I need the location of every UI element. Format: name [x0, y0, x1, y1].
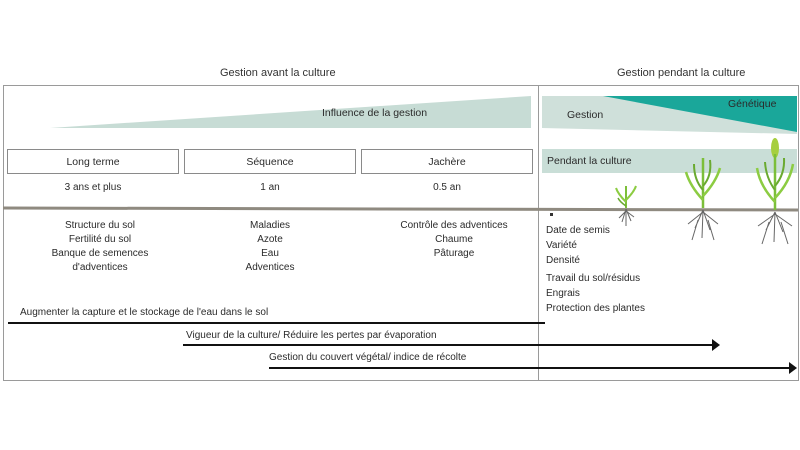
- factor-item: Fertilité du sol: [68, 234, 132, 245]
- duration-fallow: 0.5 an: [433, 182, 461, 193]
- factor-item: Date de semis: [546, 225, 610, 236]
- factor-item: Maladies: [249, 220, 291, 231]
- factor-item: Structure du sol: [64, 220, 136, 231]
- factor-item: Chaume: [435, 234, 473, 245]
- arrow-vigor-head: [712, 339, 720, 351]
- period-long-term-label: Long terme: [66, 155, 120, 168]
- factor-item: Travail du sol/résidus: [546, 273, 641, 284]
- factor-item: Adventices: [245, 262, 295, 273]
- management-influence-label: Influence de la gestion: [322, 107, 428, 119]
- duration-sequence: 1 an: [260, 182, 280, 193]
- wheat-seedling-icon: [608, 180, 644, 234]
- duration-long-term: 3 ans et plus: [64, 182, 122, 193]
- factor-item: Protection des plantes: [546, 303, 645, 314]
- arrow-canopy-head: [789, 362, 797, 374]
- wheat-mature-icon: [752, 134, 798, 248]
- during-factors-group-2: [546, 271, 645, 316]
- factor-item: Contrôle des adventices: [400, 220, 508, 231]
- factor-item: Engrais: [546, 288, 580, 299]
- factor-item: Banque de semences: [51, 248, 149, 259]
- during-crop-title: Pendant la culture: [547, 155, 632, 167]
- factor-item: Pâturage: [433, 248, 475, 259]
- management-influence-wedge: [50, 96, 531, 128]
- arrow-water-capture-label: Augmenter la capture et le stockage de l'eau dans le sol: [20, 307, 269, 318]
- soil-line: [3, 208, 798, 210]
- bullet-mark: [550, 213, 553, 216]
- period-sequence-label: Séquence: [246, 155, 294, 168]
- period-sequence-box: [184, 149, 356, 174]
- genetique-label: Génétique: [728, 98, 777, 110]
- arrow-canopy-label: Gestion du couvert végétal/ indice de récolte: [269, 352, 467, 363]
- wheat-plant-icon: [680, 150, 726, 246]
- header-before-crop: Gestion avant la culture: [220, 67, 336, 79]
- gestion-label: Gestion: [567, 109, 604, 121]
- factor-item: Densité: [546, 255, 580, 266]
- during-factors-group-1: [546, 223, 610, 268]
- factor-item: d'adventices: [72, 262, 128, 273]
- factors-long-term: [7, 219, 193, 275]
- period-fallow-label: Jachère: [428, 155, 466, 168]
- factor-item: Azote: [257, 234, 283, 245]
- factors-sequence: [184, 219, 356, 275]
- factor-item: Variété: [546, 240, 577, 251]
- header-during-crop: Gestion pendant la culture: [617, 67, 746, 79]
- factors-fallow: [361, 219, 547, 261]
- period-fallow-box: [361, 149, 533, 174]
- period-long-term-box: [7, 149, 179, 174]
- factor-item: Eau: [261, 248, 279, 259]
- arrow-vigor-label: Vigueur de la culture/ Réduire les pertes par évaporation: [186, 330, 437, 341]
